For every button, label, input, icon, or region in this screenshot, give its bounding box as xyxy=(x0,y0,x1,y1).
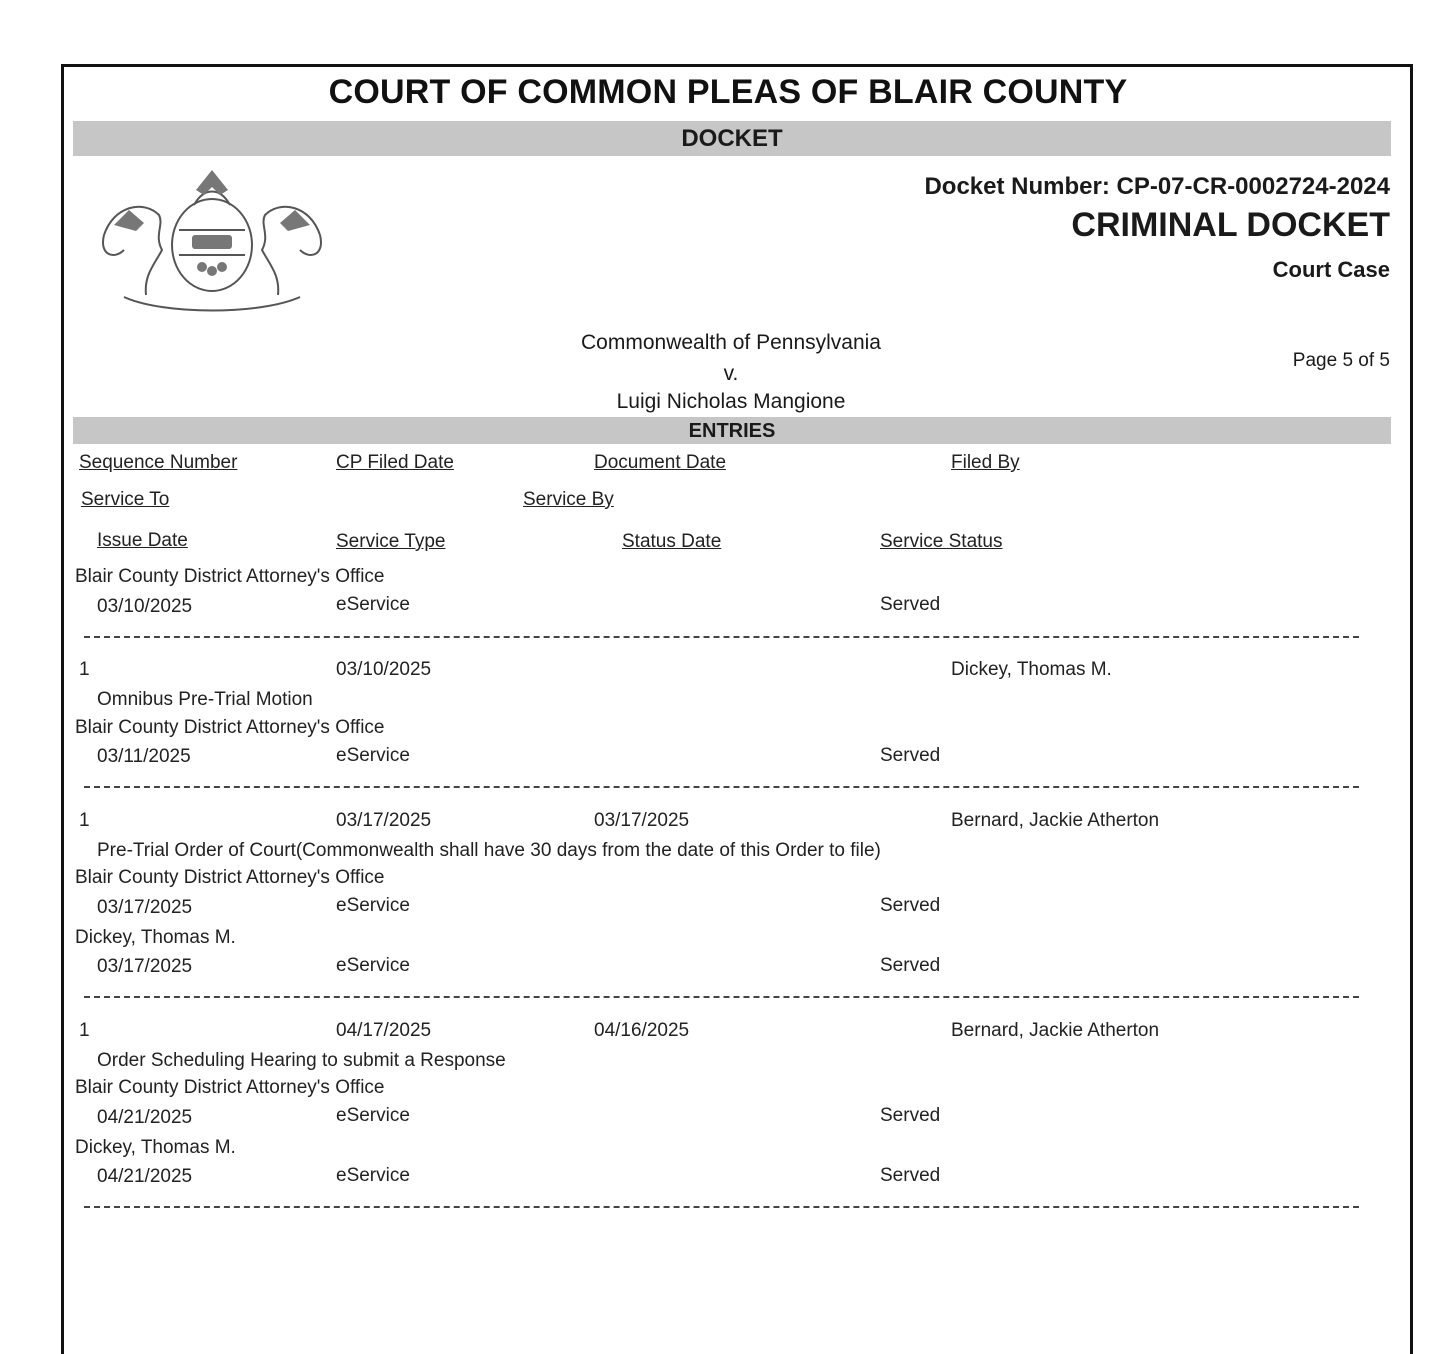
issue-date: 03/17/2025 xyxy=(97,897,193,918)
header-cp-filed-date: CP Filed Date xyxy=(336,452,454,473)
entries-band: ENTRIES xyxy=(73,417,1391,444)
page-number: Page 5 of 5 xyxy=(1292,350,1390,371)
entry-cp-filed-date: 04/17/2025 xyxy=(336,1020,432,1041)
service-type: eService xyxy=(336,955,410,976)
entry-filed-by: Bernard, Jackie Atherton xyxy=(951,1020,1160,1041)
entry-separator xyxy=(84,786,1359,788)
entry-cp-filed-date: 03/17/2025 xyxy=(336,810,432,831)
service-status: Served xyxy=(880,594,941,615)
service-to: Blair County District Attorney's Office xyxy=(75,717,385,738)
entry-sequence-number: 1 xyxy=(79,810,90,831)
service-type: eService xyxy=(336,1105,410,1126)
entry-cp-filed-date: 03/10/2025 xyxy=(336,659,432,680)
issue-date: 04/21/2025 xyxy=(97,1107,193,1128)
entry-separator xyxy=(84,996,1359,998)
docket-band: DOCKET xyxy=(73,121,1391,156)
entry-separator xyxy=(84,636,1359,638)
header-sequence-number: Sequence Number xyxy=(79,452,238,473)
service-to: Blair County District Attorney's Office xyxy=(75,867,385,888)
case-kind: Court Case xyxy=(1272,257,1390,282)
court-title: COURT OF COMMON PLEAS OF BLAIR COUNTY xyxy=(328,73,1128,111)
entry-separator xyxy=(84,1206,1359,1208)
header-service-to: Service To xyxy=(81,489,170,510)
issue-date: 03/11/2025 xyxy=(97,746,191,767)
service-to: Blair County District Attorney's Office xyxy=(75,1077,385,1098)
entry-document-date: 04/16/2025 xyxy=(594,1020,690,1041)
header-filed-by: Filed By xyxy=(951,452,1020,473)
caption-defendant: Luigi Nicholas Mangione xyxy=(616,390,846,413)
service-status: Served xyxy=(880,895,941,916)
service-status: Served xyxy=(880,955,941,976)
service-status: Served xyxy=(880,745,941,766)
service-to: Dickey, Thomas M. xyxy=(75,927,236,948)
issue-date: 03/10/2025 xyxy=(97,596,193,617)
header-document-date: Document Date xyxy=(594,452,727,473)
entry-sequence-number: 1 xyxy=(79,1020,90,1041)
entry-description: Order Scheduling Hearing to submit a Response xyxy=(97,1050,506,1071)
header-service-status: Service Status xyxy=(880,531,1003,552)
header-service-by: Service By xyxy=(523,489,614,510)
issue-date: 04/21/2025 xyxy=(97,1166,193,1187)
entry-filed-by: Dickey, Thomas M. xyxy=(951,659,1112,680)
service-status: Served xyxy=(880,1165,941,1186)
issue-date: 03/17/2025 xyxy=(97,956,193,977)
entry-sequence-number: 1 xyxy=(79,659,90,680)
docket-number: Docket Number: CP-07-CR-0002724-2024 xyxy=(924,173,1390,200)
entry-description: Pre-Trial Order of Court(Commonwealth shall have 30 days from the date of this Order to file) xyxy=(97,840,881,861)
service-to: Dickey, Thomas M. xyxy=(75,1137,236,1158)
header-service-type: Service Type xyxy=(336,531,446,552)
service-type: eService xyxy=(336,895,410,916)
header-status-date: Status Date xyxy=(622,531,722,552)
service-type: eService xyxy=(336,594,410,615)
caption-versus: v. xyxy=(723,362,739,385)
caption-plaintiff: Commonwealth of Pennsylvania xyxy=(581,331,881,354)
pennsylvania-seal-icon xyxy=(84,165,340,317)
service-to: Blair County District Attorney's Office xyxy=(75,566,385,587)
entry-document-date: 03/17/2025 xyxy=(594,810,690,831)
service-status: Served xyxy=(880,1105,941,1126)
docket-type: CRIMINAL DOCKET xyxy=(1071,206,1390,244)
service-type: eService xyxy=(336,745,410,766)
entry-filed-by: Bernard, Jackie Atherton xyxy=(951,810,1160,831)
entry-description: Omnibus Pre-Trial Motion xyxy=(97,689,313,710)
service-type: eService xyxy=(336,1165,410,1186)
header-issue-date: Issue Date xyxy=(97,530,188,551)
